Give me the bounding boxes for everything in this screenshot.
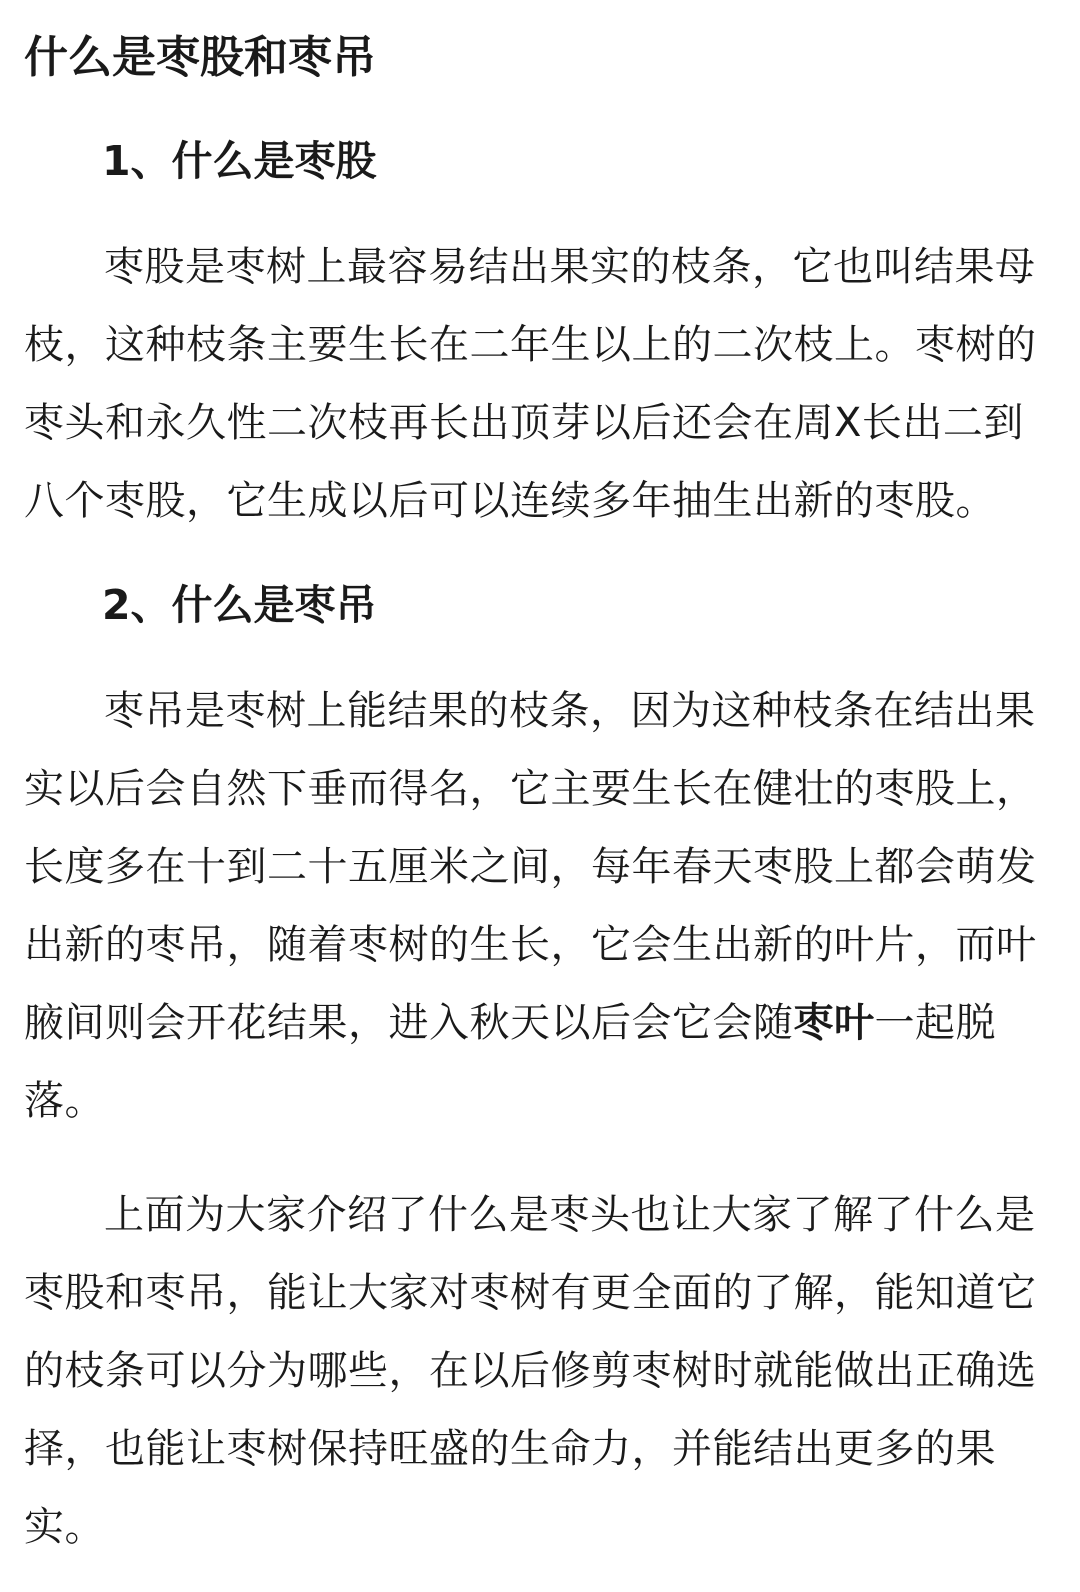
article-title: 什么是枣股和枣吊 xyxy=(24,32,376,83)
paragraph-zaodiao xyxy=(24,672,1038,1140)
section-zaodiao xyxy=(24,574,1038,1140)
paragraph-zaogu: 枣股是枣树上最容易结出果实的枝条，它也叫结果母枝，这种枝条主要生长在二年生以上的二次枝上。枣树的枣头和永久性二次枝再长出顶芽以后还会在周X长出二到八个枣股，它生成以后可以连续多年抽生出新的枣股。 xyxy=(24,244,1037,524)
section-heading-zaogu: 1、什么是枣股 xyxy=(102,137,377,185)
paragraph-zaodiao-text-2: 一起脱落。 xyxy=(24,1000,996,1124)
bold-term-zaoye: 枣叶 xyxy=(793,1000,875,1046)
paragraph-zaodiao-text-1: 枣吊是枣树上能结果的枝条，因为这种枝条在结出果实以后会自然下垂而得名，它主要生长在健壮的枣股上，长度多在十到二十五厘米之间，每年春天枣股上都会萌发出新的枣吊，随着枣树的生长，它会生出新的叶片，而叶腋间则会开花结果，进入秋天以后会它会随 xyxy=(24,688,1037,1046)
section-zaogu xyxy=(24,130,1038,540)
section-heading-zaodiao: 2、什么是枣吊 xyxy=(102,581,377,629)
paragraph-conclusion: 上面为大家介绍了什么是枣头也让大家了解了什么是枣股和枣吊，能让大家对枣树有更全面的了解，能知道它的枝条可以分为哪些，在以后修剪枣树时就能做出正确选择，也能让枣树保持旺盛的生命力，并能结出更多的果实。 xyxy=(24,1192,1037,1550)
